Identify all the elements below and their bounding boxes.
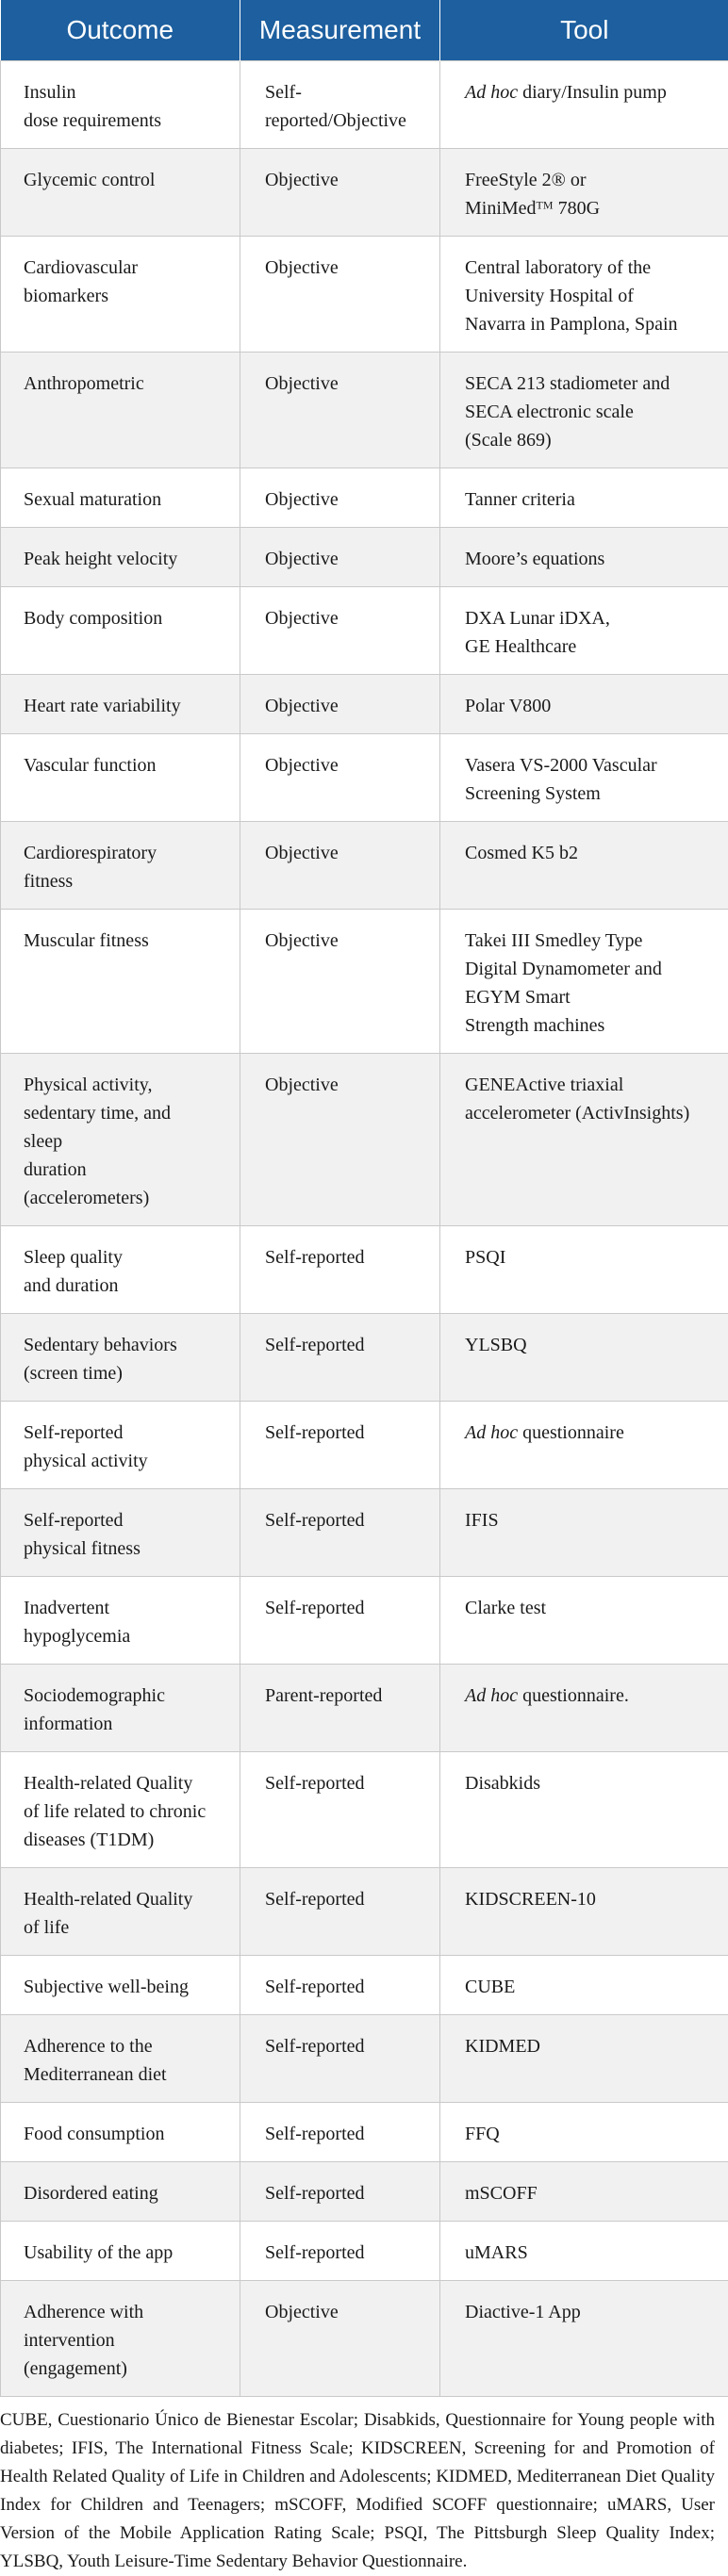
cell-measurement: Self-reported xyxy=(240,1226,440,1314)
cell-tool-text: KIDMED xyxy=(465,2036,540,2057)
cell-tool xyxy=(440,1956,728,2015)
table-row xyxy=(1,587,728,675)
cell-measurement: Parent-reported xyxy=(240,1665,440,1752)
cell-tool xyxy=(440,822,728,910)
cell-tool-italic: Ad hoc xyxy=(465,82,518,103)
cell-tool-text: FreeStyle 2® or MiniMedᵀᴹ 780G xyxy=(465,170,600,219)
cell-tool xyxy=(440,61,728,149)
cell-measurement: Objective xyxy=(240,822,440,910)
cell-tool-text: Diactive-1 App xyxy=(465,2302,581,2322)
cell-measurement: Self-reported xyxy=(240,1402,440,1489)
cell-tool-text: Cosmed K5 b2 xyxy=(465,843,578,863)
cell-outcome: Health-related Quality of life xyxy=(1,1868,240,1956)
cell-outcome: Peak height velocity xyxy=(1,528,240,587)
cell-tool xyxy=(440,1054,728,1226)
table-row xyxy=(1,2281,728,2397)
cell-tool-text: questionnaire. xyxy=(518,1685,629,1706)
header-tool: Tool xyxy=(440,0,728,61)
table-row xyxy=(1,1054,728,1226)
cell-tool-text: DXA Lunar iDXA, GE Healthcare xyxy=(465,608,610,657)
cell-measurement: Self-reported xyxy=(240,2162,440,2222)
cell-tool xyxy=(440,910,728,1054)
cell-outcome: Anthropometric xyxy=(1,353,240,468)
table-row xyxy=(1,734,728,822)
cell-measurement: Objective xyxy=(240,587,440,675)
cell-tool xyxy=(440,1402,728,1489)
cell-outcome: Sexual maturation xyxy=(1,468,240,528)
header-measurement: Measurement xyxy=(240,0,440,61)
table-row xyxy=(1,528,728,587)
cell-outcome: Food consumption xyxy=(1,2103,240,2162)
cell-tool xyxy=(440,675,728,734)
cell-measurement: Objective xyxy=(240,468,440,528)
cell-tool-text: Disabkids xyxy=(465,1773,540,1794)
cell-tool xyxy=(440,587,728,675)
table-row xyxy=(1,822,728,910)
cell-measurement: Objective xyxy=(240,528,440,587)
cell-tool xyxy=(440,2015,728,2103)
cell-outcome: Muscular fitness xyxy=(1,910,240,1054)
table-row xyxy=(1,675,728,734)
cell-measurement: Objective xyxy=(240,237,440,353)
cell-tool-italic: Ad hoc xyxy=(465,1685,518,1706)
cell-tool xyxy=(440,1868,728,1956)
cell-tool-text: Tanner criteria xyxy=(465,489,575,510)
cell-tool-text: KIDSCREEN-10 xyxy=(465,1889,596,1910)
cell-tool-text: YLSBQ xyxy=(465,1335,527,1355)
cell-measurement: Objective xyxy=(240,910,440,1054)
cell-tool-text: Polar V800 xyxy=(465,696,551,716)
cell-tool xyxy=(440,149,728,237)
cell-outcome: Vascular function xyxy=(1,734,240,822)
cell-tool-text: Moore’s equations xyxy=(465,549,604,569)
cell-measurement: Self-reported xyxy=(240,2222,440,2281)
table-row xyxy=(1,237,728,353)
cell-tool-italic: Ad hoc xyxy=(465,1422,518,1443)
cell-measurement: Self- reported/Objective xyxy=(240,61,440,149)
cell-measurement: Objective xyxy=(240,675,440,734)
cell-tool-text: Vasera VS-2000 Vascular Screening System xyxy=(465,755,657,804)
cell-tool xyxy=(440,1752,728,1868)
cell-outcome: Glycemic control xyxy=(1,149,240,237)
cell-tool xyxy=(440,2222,728,2281)
cell-tool-text: Central laboratory of the University Hospital of Navarra in Pamplona, Spain xyxy=(465,257,678,335)
cell-outcome: Body composition xyxy=(1,587,240,675)
cell-outcome: Adherence to the Mediterranean diet xyxy=(1,2015,240,2103)
cell-tool xyxy=(440,2281,728,2397)
cell-tool xyxy=(440,1489,728,1577)
cell-tool xyxy=(440,1314,728,1402)
cell-tool xyxy=(440,1226,728,1314)
cell-tool xyxy=(440,353,728,468)
cell-outcome: Sociodemographic information xyxy=(1,1665,240,1752)
cell-tool-text: diary/Insulin pump xyxy=(518,82,667,103)
cell-tool-text: Clarke test xyxy=(465,1598,546,1618)
table-row xyxy=(1,61,728,149)
table-body xyxy=(1,61,728,2397)
table-row xyxy=(1,1577,728,1665)
table-row xyxy=(1,149,728,237)
table-row xyxy=(1,1868,728,1956)
cell-measurement: Objective xyxy=(240,149,440,237)
table-row xyxy=(1,1665,728,1752)
table-row xyxy=(1,468,728,528)
cell-outcome: Adherence with intervention (engagement) xyxy=(1,2281,240,2397)
cell-outcome: Subjective well-being xyxy=(1,1956,240,2015)
cell-tool-text: Takei III Smedley Type Digital Dynamometer and EGYM Smart Strength machines xyxy=(465,930,662,1036)
table-row xyxy=(1,1489,728,1577)
cell-outcome: Sleep quality and duration xyxy=(1,1226,240,1314)
table-row xyxy=(1,2222,728,2281)
cell-measurement: Self-reported xyxy=(240,1752,440,1868)
table-row xyxy=(1,1226,728,1314)
cell-measurement: Self-reported xyxy=(240,2015,440,2103)
cell-measurement: Objective xyxy=(240,353,440,468)
cell-tool-text: PSQI xyxy=(465,1247,505,1268)
cell-outcome: Self-reported physical fitness xyxy=(1,1489,240,1577)
cell-tool xyxy=(440,734,728,822)
table-row xyxy=(1,2103,728,2162)
table-row xyxy=(1,1402,728,1489)
cell-measurement: Objective xyxy=(240,1054,440,1226)
cell-measurement: Self-reported xyxy=(240,1868,440,1956)
cell-measurement: Self-reported xyxy=(240,1489,440,1577)
table-row xyxy=(1,1752,728,1868)
cell-tool-text: GENEActive triaxial accelerometer (ActivInsights) xyxy=(465,1075,689,1124)
cell-tool-text: mSCOFF xyxy=(465,2183,538,2204)
cell-tool-text: CUBE xyxy=(465,1977,515,1997)
cell-outcome: Health-related Quality of life related to chronic diseases (T1DM) xyxy=(1,1752,240,1868)
table-row xyxy=(1,353,728,468)
cell-outcome: Cardiovascular biomarkers xyxy=(1,237,240,353)
cell-measurement: Objective xyxy=(240,2281,440,2397)
cell-outcome: Self-reported physical activity xyxy=(1,1402,240,1489)
cell-tool xyxy=(440,2103,728,2162)
cell-tool xyxy=(440,237,728,353)
cell-tool-text: SECA 213 stadiometer and SECA electronic scale (Scale 869) xyxy=(465,373,670,451)
cell-outcome: Cardiorespiratory fitness xyxy=(1,822,240,910)
cell-tool-text: FFQ xyxy=(465,2124,500,2144)
cell-outcome: Insulin dose requirements xyxy=(1,61,240,149)
cell-outcome: Heart rate variability xyxy=(1,675,240,734)
table-row xyxy=(1,1956,728,2015)
cell-tool xyxy=(440,1577,728,1665)
cell-measurement: Self-reported xyxy=(240,1577,440,1665)
cell-outcome: Physical activity, sedentary time, and sleep duration (accelerometers) xyxy=(1,1054,240,1226)
table-row xyxy=(1,910,728,1054)
cell-tool xyxy=(440,2162,728,2222)
cell-outcome: Inadvertent hypoglycemia xyxy=(1,1577,240,1665)
cell-tool xyxy=(440,1665,728,1752)
cell-measurement: Self-reported xyxy=(240,1956,440,2015)
cell-tool-text: questionnaire xyxy=(518,1422,624,1443)
cell-tool-text: uMARS xyxy=(465,2242,528,2263)
cell-outcome: Sedentary behaviors (screen time) xyxy=(1,1314,240,1402)
header-outcome: Outcome xyxy=(1,0,240,61)
table-header-row xyxy=(1,0,728,61)
cell-outcome: Usability of the app xyxy=(1,2222,240,2281)
table-row xyxy=(1,2162,728,2222)
cell-tool-text: IFIS xyxy=(465,1510,499,1531)
cell-measurement: Objective xyxy=(240,734,440,822)
table-footnote: CUBE, Cuestionario Único de Bienestar Escolar; Disabkids, Questionnaire for Young people with diabetes; IFIS, The International Fitness Scale; KIDSCREEN, Screening for and Promotion of Health Related Quality of Life in Children and Adolescents; KIDMED, Mediterranean Diet Quality Index for Children and Teenagers; mSCOFF, Modified SCOFF questionnaire; uMARS, User Version of the Mobile Application Rating Scale; PSQI, The Pittsburgh Sleep Quality Index; YLSBQ, Youth Leisure-Time Sedentary Behavior Questionnaire. xyxy=(0,2397,728,2576)
table-row xyxy=(1,2015,728,2103)
cell-tool xyxy=(440,528,728,587)
cell-measurement: Self-reported xyxy=(240,1314,440,1402)
cell-outcome: Disordered eating xyxy=(1,2162,240,2222)
cell-tool xyxy=(440,468,728,528)
cell-measurement: Self-reported xyxy=(240,2103,440,2162)
table-row xyxy=(1,1314,728,1402)
